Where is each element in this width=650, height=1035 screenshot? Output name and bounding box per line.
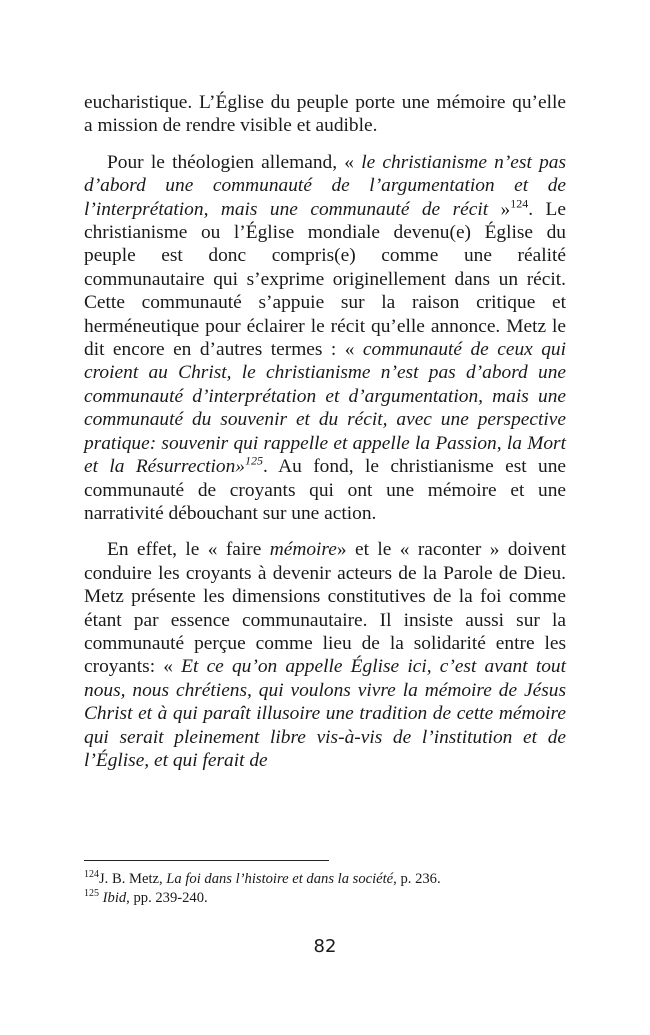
text-run: . Le christianisme ou l’Église mondiale devenu(e) Église du peuple est donc compris(e) comme une réalité communautaire qui s’exprime originellement dans un récit. Cette communauté s’appuie sur la raison critique et herméneutique pour éclairer le récit qu’elle annonce. Metz le dit encore en d’autres termes : « [84,198,566,361]
paragraph [84,91,566,138]
footnote-marker: 124 [510,196,529,211]
italic-text: mémoire [269,539,337,561]
italic-text: La foi dans l’histoire et dans la société [166,871,394,887]
text-run: Pour le théologien allemand, « [107,151,362,173]
text-run: eucharistique. L’Église du peuple porte une mémoire qu’elle a mission de rendre visible et audible. [84,92,566,137]
footnote [84,889,566,908]
text-run: , p. 236. [393,871,441,887]
page-number: 82 [313,936,337,957]
body-text [84,91,566,785]
text-run: » et le « raconter » doivent conduire les croyants à devenir acteurs de la Parole de Dieu. Metz présente les dimensions constitutives de la foi comme étant par essence communautaire. Il insiste aussi sur la communauté perçue comme lieu de la solidarité entre les croyants: « [84,539,566,678]
italic-text: le christianisme n’est pas d’abord une communauté de l’argumentation et de l’interprétation, mais une communauté de récit [84,151,567,220]
text-run: En effet, le « faire [107,539,270,561]
text-run: , pp. 239-240. [126,890,208,906]
paragraph [84,538,566,772]
footnote-marker: 125 [84,888,99,900]
italic-text: Ibid [102,890,127,906]
footnotes [84,870,566,908]
footnote [84,870,566,889]
paragraph [84,151,566,526]
footnote-marker: 125 [244,453,263,468]
italic-text: communauté de ceux qui croient au Christ, le christianisme n’est pas d’abord une communauté d’interprétation et d’argumentation, mais une communauté du souvenir et du récit, avec une perspective pratique: souvenir qui rappelle et appelle la Passion, la Mort et la Résurrection» [84,339,566,478]
footnote-separator [84,860,329,861]
italic-text: Et ce qu’on appelle Église ici, c’est avant tout nous, nous chrétiens, qui voulons vivre la mémoire de Jésus Christ et à qui paraît illusoire une tradition de cette mémoire qui serait pleinement libre vis-à-vis de l’institution et de l’Église, et qui ferait de [84,656,566,771]
text-run: . Au fond, le christianisme est une communauté de croyants qui ont une mémoire et une narrativité débouchant sur une action. [84,456,566,524]
text-run: J. B. Metz, [99,871,167,887]
footnote-marker: 124 [84,869,99,881]
text-run: » [488,198,511,220]
